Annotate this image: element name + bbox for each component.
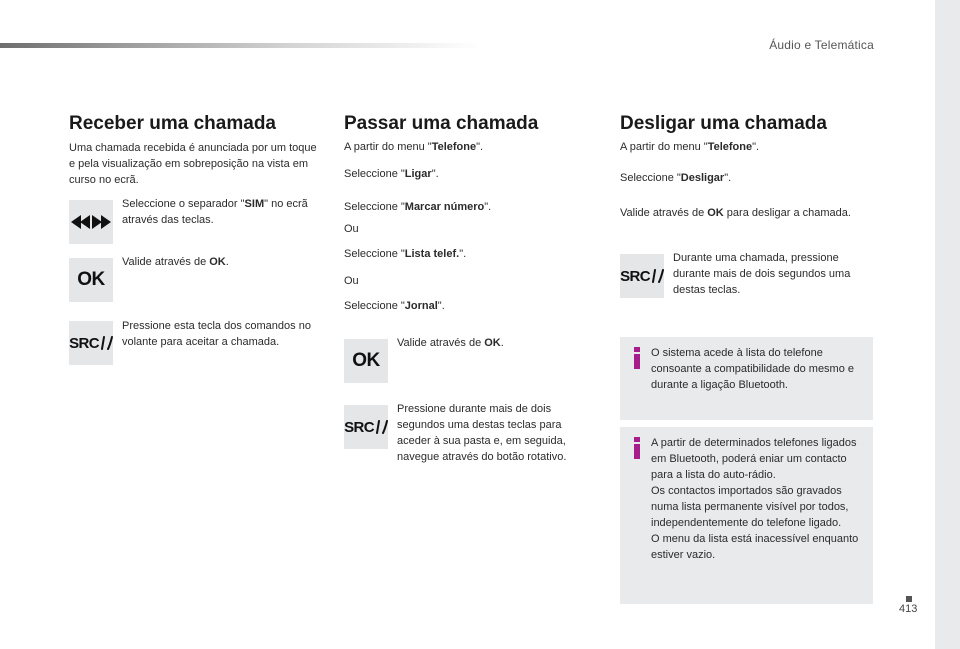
col1-intro: Uma chamada recebida é anunciada por um toque e pela visualização em sobreposição na vista em curso no ecrã. [69,142,317,186]
ok-key-icon: OK [344,339,388,383]
col3-from-menu: A partir do menu "Telefone". [620,141,760,153]
col2-select-ligar: Seleccione "Ligar". [344,168,439,180]
col1-step-validate: Valide através de OK. [122,256,229,268]
col3-title: Desligar uma chamada [620,113,827,134]
col2-step-validate: Valide através de OK. [397,337,504,349]
info-box-phonebook [620,337,873,420]
col2-or-1: Ou [344,223,359,235]
col3-validate: Valide através de OK para desligar a chamada. [620,207,851,219]
col2-or-2: Ou [344,275,359,287]
info-contacts-line-2: Os contactos importados são gravados numa lista permanente visível por todos, independentemente do telefone ligado. [651,485,849,529]
info-text-contacts [651,435,861,563]
prev-next-arrows-icon [69,200,113,244]
info-icon [633,437,641,464]
col2-from-menu: A partir do menu "Telefone". [344,141,484,153]
section-label: Áudio e Telemática [769,38,874,52]
page-number: 413 [899,603,918,615]
col2-step-src: Pressione durante mais de dois segundos uma destas teclas para aceder à sua pasta e, em seguida, navegue através do botão rotativo. [397,403,567,463]
info-contacts-line-1: A partir de determinados telefones ligados em Bluetooth, poderá eniar um contacto para a lista do auto-rádio. [651,437,857,481]
col2-select-marcar: Seleccione "Marcar número". [344,201,492,213]
col2-title: Passar uma chamada [344,113,539,134]
src-phone-key-icon: SRC [69,321,113,365]
right-margin-strip [935,0,960,649]
col3-select-desligar: Seleccione "Desligar". [620,172,732,184]
src-phone-key-icon: SRC [620,254,664,298]
col2-select-jornal: Seleccione "Jornal". [344,300,445,312]
col1-title: Receber uma chamada [69,113,276,134]
info-contacts-line-3: O menu da lista está inacessível enquanto estiver vazio. [651,533,859,561]
header-gradient-bar [0,43,480,48]
col1-step-select-sim: Seleccione o separador "SIM" no ecrã através das teclas. [122,198,308,226]
info-text-phonebook: O sistema acede à lista do telefone consoante a compatibilidade do mesmo e durante a ligação Bluetooth. [651,347,855,391]
info-box-contacts [620,427,873,604]
col3-step-src: Durante uma chamada, pressione durante mais de dois segundos uma destas teclas. [673,252,851,296]
col2-select-lista: Seleccione "Lista telef.". [344,248,467,260]
col1-step-accept: Pressione esta tecla dos comandos no volante para aceitar a chamada. [122,320,311,348]
page-marker [906,596,912,602]
src-phone-key-icon: SRC [344,405,388,449]
info-icon [633,347,641,374]
ok-key-icon: OK [69,258,113,302]
